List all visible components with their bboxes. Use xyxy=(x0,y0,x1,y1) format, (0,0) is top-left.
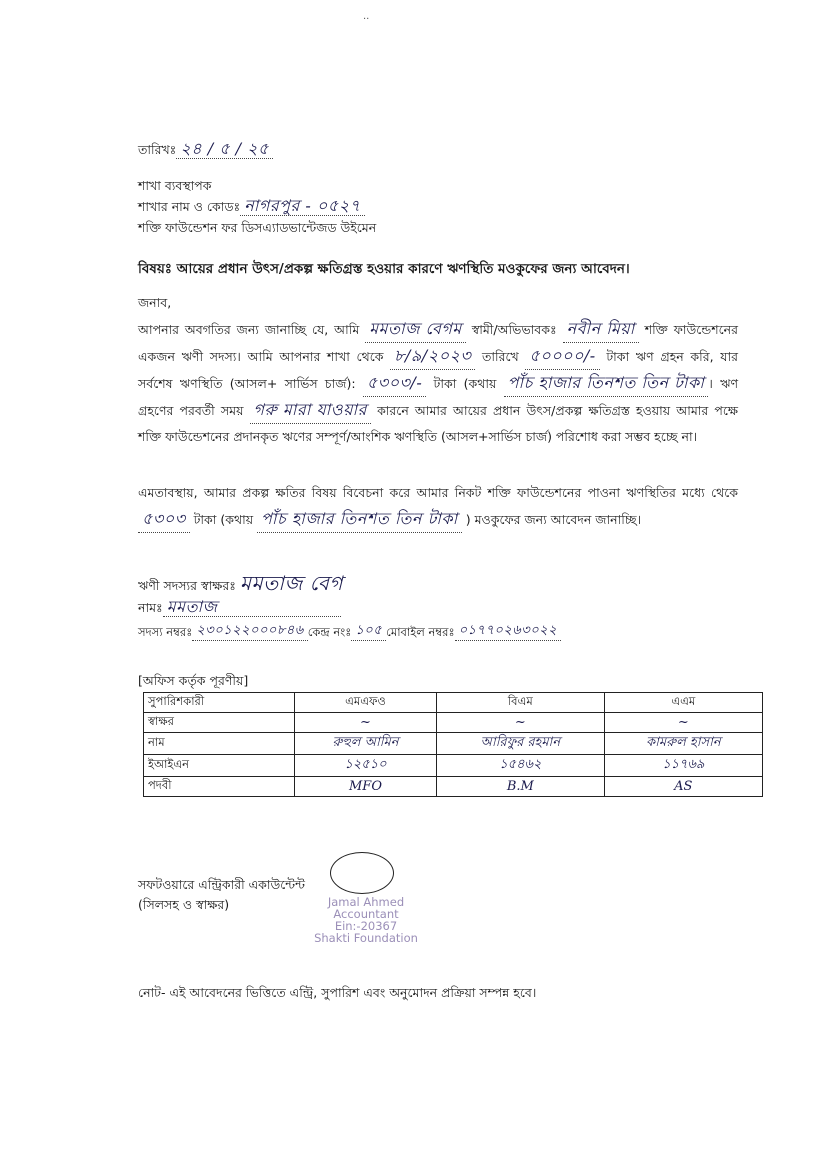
row-label: পদবী xyxy=(144,777,295,797)
member-name-value: মমতাজ xyxy=(163,598,341,617)
body-paragraph-1 xyxy=(138,316,738,450)
designation-cell: AS xyxy=(604,777,762,797)
body-paragraph-2 xyxy=(138,480,738,533)
signature-cell: ~ xyxy=(604,713,762,733)
p2-text-a: এমতাবস্থায়, আমার প্রকল্প ক্ষতির বিষয় বিবেচনা করে আমার নিকট শক্তি ফাউন্ডেশনের পাওনা ঋণস্থিতির মধ্যে থেকে xyxy=(138,485,738,500)
waive-amount-field: ৫৩০৩ xyxy=(138,506,190,533)
row-label: নাম xyxy=(144,733,295,755)
branch-value: নাগরপুর - ০৫২৭ xyxy=(240,197,364,216)
name-cell: কামরুল হাসান xyxy=(604,733,762,755)
ein-cell: ১২৫১০ xyxy=(295,755,437,777)
date-value: ২৪ / ৫ / ২৫ xyxy=(176,140,273,159)
stamp-line: Shakti Foundation xyxy=(314,931,418,945)
date-line xyxy=(138,140,273,159)
table-row xyxy=(144,713,763,733)
row-label: ইআইএন xyxy=(144,755,295,777)
balance-field: ৫৩০৩/- xyxy=(363,370,426,397)
member-signature: মমতাজ বেগ xyxy=(239,571,344,595)
date-label: তারিখঃ xyxy=(138,142,177,157)
subject: বিষয়ঃ আয়ের প্রধান উৎস/প্রকল্প ক্ষতিগ্রস্ত হওয়ার কারণে ঋণস্থিতি মওকুফের জন্য আবেদন। xyxy=(138,261,630,277)
designation-cell: B.M xyxy=(436,777,604,797)
row-label: স্বাক্ষর xyxy=(144,713,295,733)
p1-text-c: শক্তি ফাউন্ডেশনের একজন ঋণী সদস্য। আমি আপনার শাখা থেকে xyxy=(138,322,738,364)
mobile-label: মোবাইল নম্বরঃ xyxy=(386,625,455,639)
waive-words-field: পাঁচ হাজার তিনশত তিন টাকা xyxy=(257,506,462,533)
center-value: ১০৫ xyxy=(351,622,386,641)
member-id-value: ২৩০১২২০০০৮৪৬ xyxy=(192,622,307,641)
balance-words-field: পাঁচ হাজার তিনশত তিন টাকা xyxy=(504,370,709,397)
footer-note: নোট- এই আবেদনের ভিত্তিতে এন্ট্রি, সুপারিশ এবং অনুমোদন প্রক্রিয়া সম্পন্ন হবে। xyxy=(138,985,537,1000)
salutation: জনাব, xyxy=(138,295,172,310)
stamp-line: Ein:-20367 xyxy=(334,919,398,933)
loan-amount-field: ৫০০০০/- xyxy=(525,343,599,370)
member-id-label: সদস্য নম্বরঃ xyxy=(138,625,193,639)
scan-mark: ·· xyxy=(363,14,370,25)
header-cell: এমএফও xyxy=(295,693,437,713)
member-name-line xyxy=(138,598,341,617)
name-cell: আরিফুর রহমান xyxy=(436,733,604,755)
office-table xyxy=(143,692,763,797)
manager-label: শাখা ব্যবস্থাপক xyxy=(138,178,212,193)
designation-cell: MFO xyxy=(295,777,437,797)
org-label: শক্তি ফাউন্ডেশন ফর ডিসএ্যাডভান্টেজড উইমেন xyxy=(138,220,377,235)
signature-cell: ~ xyxy=(436,713,604,733)
ein-cell: ১১৭৬৯ xyxy=(604,755,762,777)
cause-field: গরু মারা যাওয়ার xyxy=(250,397,371,424)
p1-text-d: তারিখে xyxy=(482,349,519,364)
stamp-line: Jamal Ahmed xyxy=(327,895,405,909)
office-caption: [অফিস কর্তৃক পূরণীয়] xyxy=(138,673,249,688)
member-id-line xyxy=(138,622,561,641)
accountant-seal-label: (সিলসহ ও স্বাক্ষর) xyxy=(138,897,230,912)
accountant-stamp xyxy=(296,896,436,944)
center-label: কেন্দ্র নংঃ xyxy=(307,625,352,639)
accountant-signature-mark xyxy=(330,852,394,894)
signature-cell: ~ xyxy=(295,713,437,733)
p1-text-h: কারনে আমার আয়ের প্রধান উৎস/প্রকল্প ক্ষতিগ্রস্ত হওয়ায় আমার পক্ষে শক্তি ফাউন্ডেশনের প্রদানকৃত ঋণের সম্পূর্ণ/আংশিক ঋণস্থিতি (আসল+সার্ভিস চার্জ) পরিশোধ করা সম্ভব হচ্ছে না। xyxy=(138,403,738,444)
table-header-row xyxy=(144,693,763,713)
member-signature-line xyxy=(138,571,344,595)
member-name-label: নামঃ xyxy=(138,600,163,615)
p1-text-f: টাকা (কথায় xyxy=(433,376,497,391)
p1-text-b: স্বামী/অভিভাবকঃ xyxy=(471,322,557,337)
p2-text-c: ) মওকুফের জন্য আবেদন জানাচ্ছি। xyxy=(465,512,642,527)
branch-line xyxy=(138,197,365,216)
member-name-field: মমতাজ বেগম xyxy=(365,316,466,343)
name-cell: রুহুল আমিন xyxy=(295,733,437,755)
p1-text-e: টাকা ঋণ গ্রহন করি, যার সর্বশেষ ঋণস্থিতি (আসল+ সার্ভিস চার্জ): xyxy=(138,349,738,391)
p2-text-b: টাকা (কথায় xyxy=(193,512,254,527)
header-cell: এএম xyxy=(604,693,762,713)
header-cell: সুপারিশকারী xyxy=(144,693,295,713)
p1-text-a: আপনার অবগতির জন্য জানাচ্ছি যে, আমি xyxy=(138,322,360,337)
mobile-value: ০১৭৭০২৬৩০২২ xyxy=(455,622,561,641)
p1-text-g: । ঋণ গ্রহণের পরবর্তী সময় xyxy=(138,376,738,418)
ein-cell: ১৫৪৬২ xyxy=(436,755,604,777)
table-row xyxy=(144,777,763,797)
stamp-line: Accountant xyxy=(333,907,399,921)
loan-date-field: ৮/৯/২০২৩ xyxy=(390,343,475,370)
branch-label: শাখার নাম ও কোডঃ xyxy=(138,199,241,214)
guardian-name-field: নবীন মিয়া xyxy=(563,316,639,343)
table-row xyxy=(144,733,763,755)
member-signature-label: ঋণী সদস্যর স্বাক্ষরঃ xyxy=(138,578,236,593)
accountant-label: সফটওয়ারে এন্ট্রিকারী একাউন্টেন্ট xyxy=(138,877,305,892)
table-row xyxy=(144,755,763,777)
header-cell: বিএম xyxy=(436,693,604,713)
